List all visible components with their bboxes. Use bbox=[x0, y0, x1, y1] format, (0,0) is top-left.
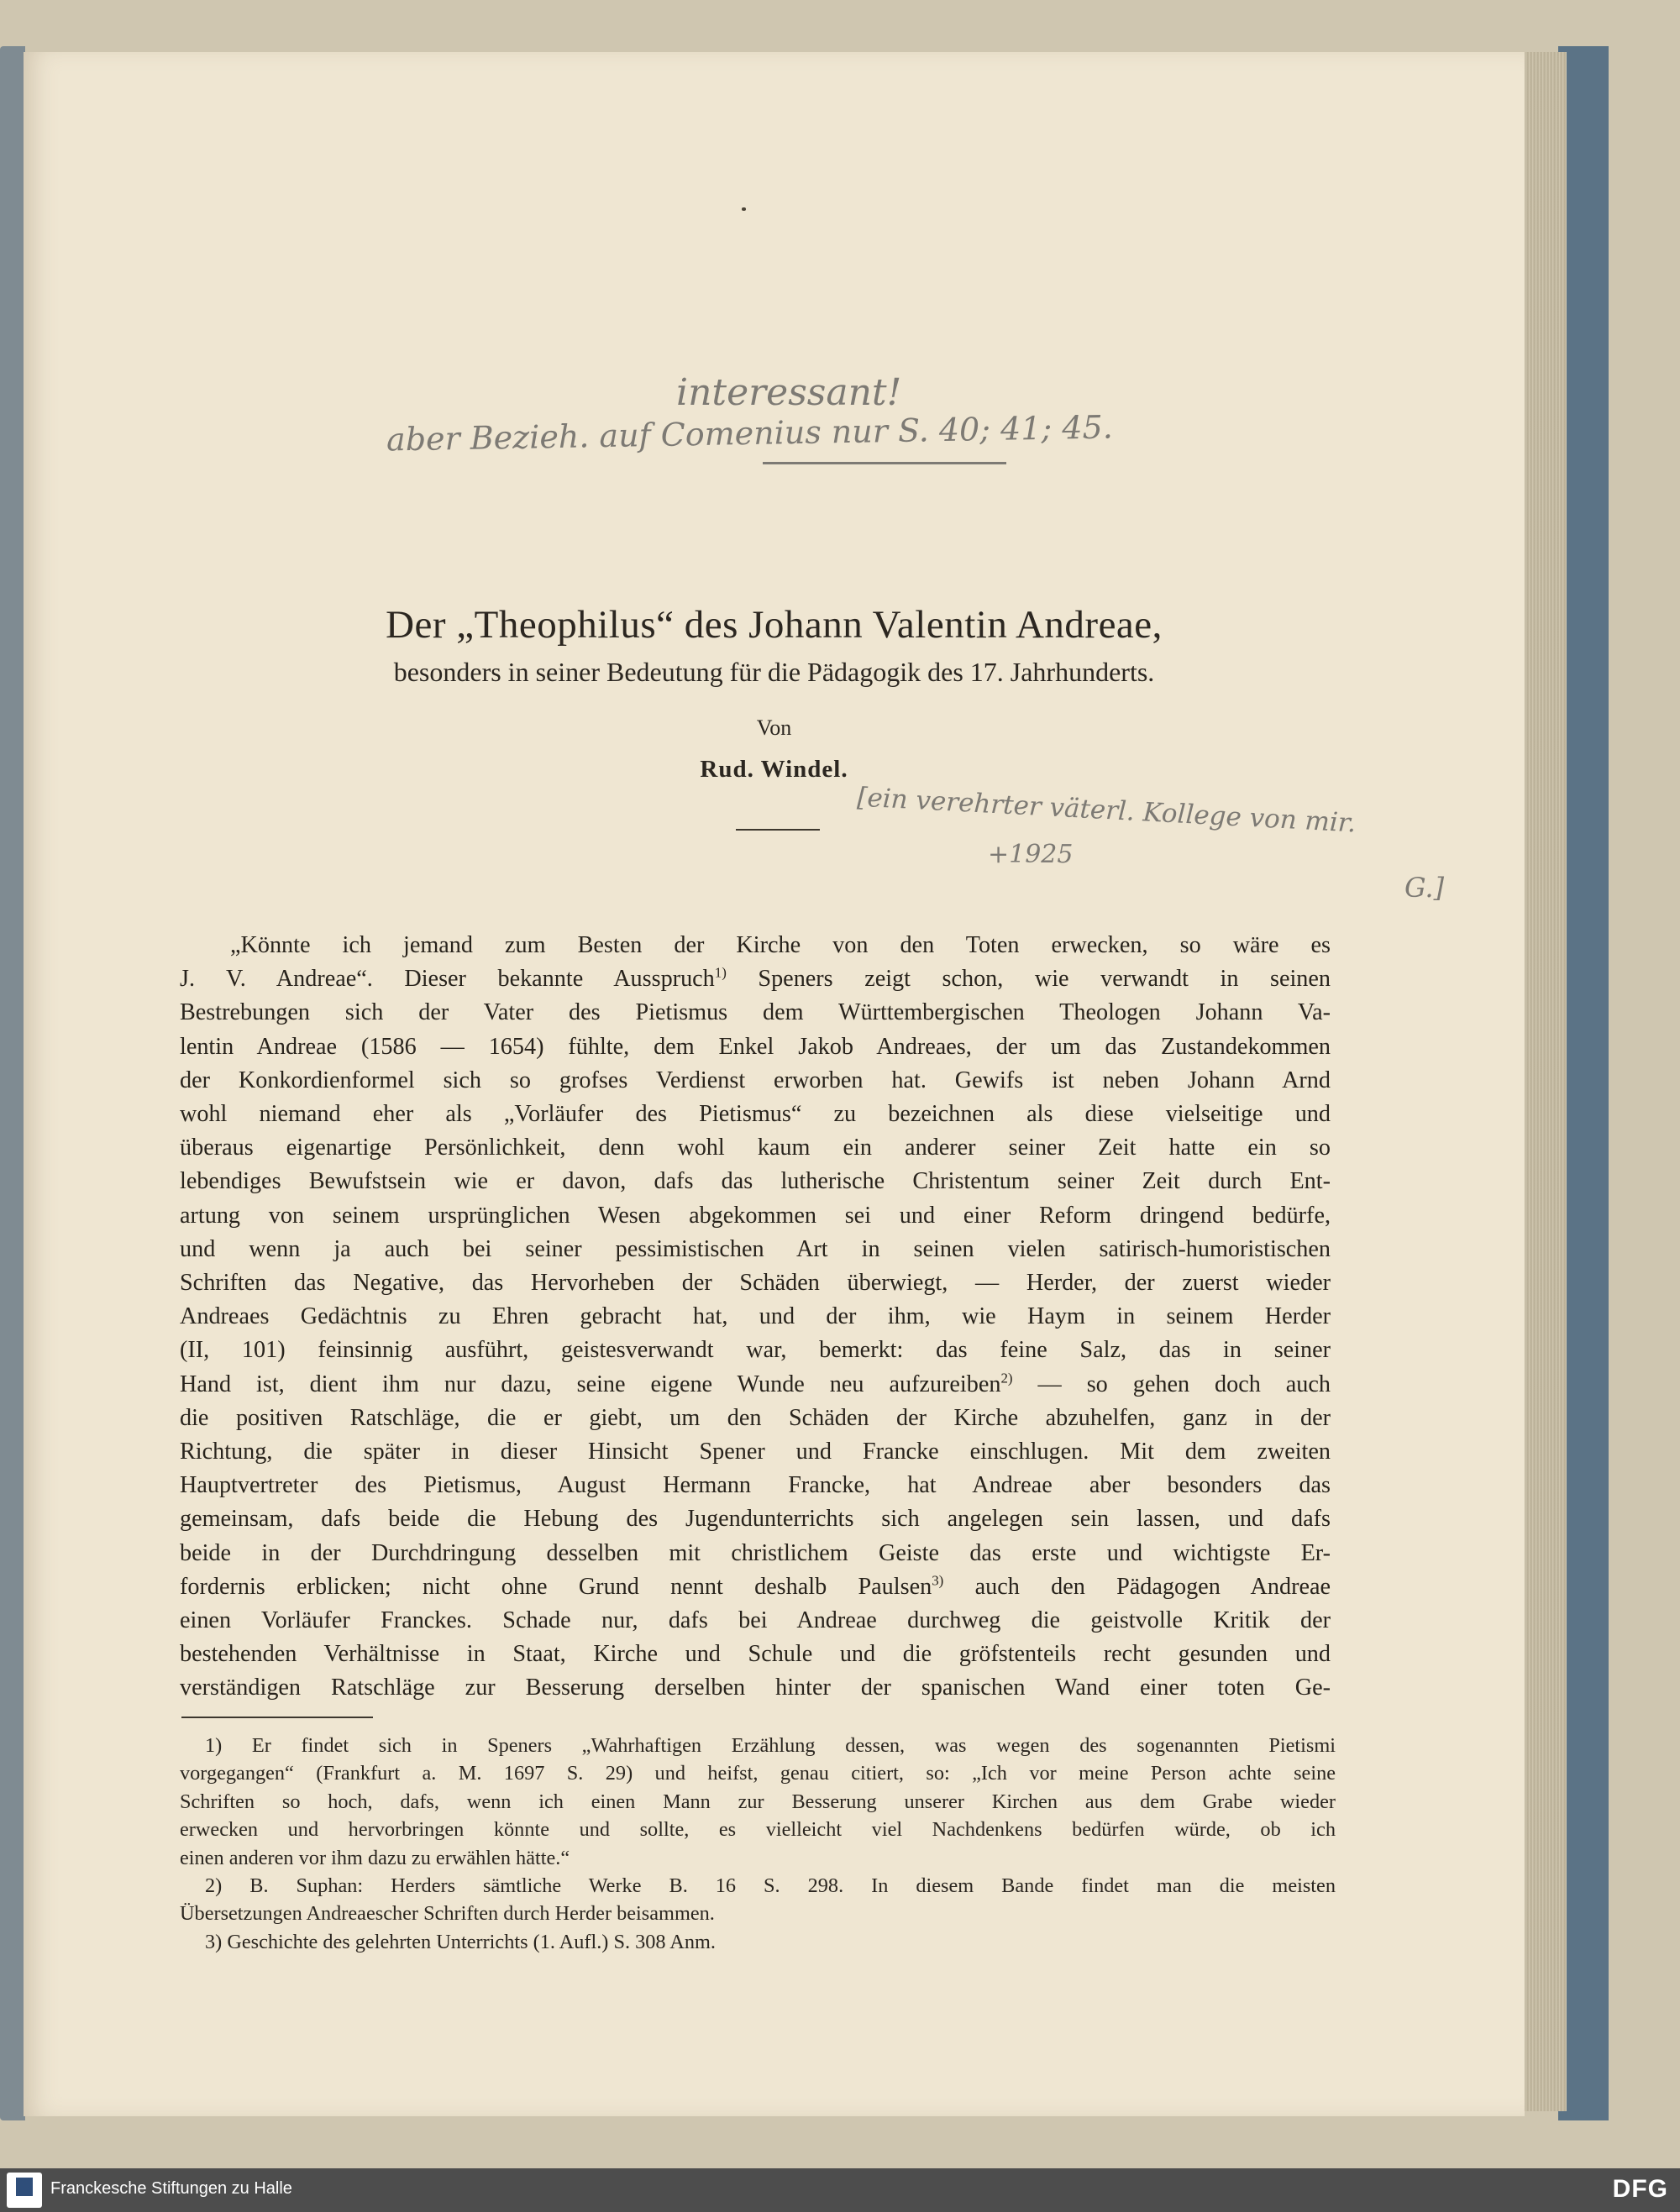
body-line: (II, 101) feinsinnig ausführt, geistesverwandt war, bemerkt: das feine Salz, das in seiner bbox=[180, 1337, 1331, 1364]
logo-mark bbox=[16, 2178, 33, 2196]
footnote-ref: 3) bbox=[932, 1572, 944, 1589]
body-line: „Könnte ich jemand zum Besten der Kirche von den Toten erwecken, so wäre es bbox=[230, 932, 1331, 958]
article-subtitle: besonders in seiner Bedeutung für die Pädagogik des 17. Jahrhunderts. bbox=[393, 657, 1155, 687]
body-line: und wenn ja auch bei seiner pessimistischen Art in seinen vielen satirisch-humoristischen bbox=[180, 1235, 1331, 1262]
book-cover-left bbox=[0, 46, 25, 2120]
body-line: artung von seinem ursprünglichen Wesen abgekommen sei und einer Reform dringend bedürfe, bbox=[180, 1202, 1331, 1229]
footnote-1-line: vorgegangen“ (Frankfurt a. M. 1697 S. 29) und heifst, genau citiert, so: „Ich vor meine Person achte seine bbox=[180, 1762, 1336, 1785]
footnotes bbox=[180, 1732, 1336, 1956]
body-line: fordernis erblicken; nicht ohne Grund nennt deshalb Paulsen$^{3)}$ auch den Pädagogen Andreae bbox=[180, 1572, 1331, 1600]
body-line: Bestrebungen sich der Vater des Pietismus dem Württembergischen Theologen Johann Va- bbox=[180, 999, 1331, 1026]
footnote-1-line: Schriften so hoch, dafs, wenn ich einen Mann zur Besserung unserer Kirchen aus dem Grabe wieder bbox=[180, 1790, 1336, 1813]
body-line: Richtung, die später in dieser Hinsicht Spener und Francke einschlugen. Mit dem zweiten bbox=[180, 1439, 1331, 1465]
body-line: der Konkordienformel sich so grofses Verdienst erworben hat. Gewifs ist neben Johann Arnd bbox=[180, 1067, 1331, 1093]
body-line: lebendiges Bewufstsein wie er davon, dafs das lutherische Christentum seiner Zeit durch Ent- bbox=[180, 1168, 1331, 1195]
footnote-1-line: erwecken und hervorbringen könnte und sollte, es vielleicht viel Nachdenkens bedürfen würde, ob ich bbox=[180, 1818, 1336, 1842]
body-line: wohl niemand eher als „Vorläufer des Pietismus“ zu bezeichnen als diese vielseitige und bbox=[180, 1101, 1331, 1128]
handwritten-note-interessant: interessant! bbox=[676, 371, 902, 414]
body-line: Hauptvertreter des Pietismus, August Hermann Francke, hat Andreae aber besonders das bbox=[180, 1472, 1331, 1499]
body-paragraph bbox=[180, 929, 1331, 1706]
handwritten-note-comenius: aber Bezieh. auf Comenius nur S. 40; 41; 45. bbox=[386, 408, 1114, 459]
body-line: lentin Andreae (1586 — 1654) fühlte, dem Enkel Jakob Andreaes, der um das Zustandekommen bbox=[180, 1033, 1331, 1060]
body-line: überaus eigenartige Persönlichkeit, denn wohl kaum ein anderer seiner Zeit hatte ein so bbox=[180, 1135, 1331, 1161]
body-line: J. V. Andreae“. Dieser bekannte Ausspruch$^{1)}$ Speners zeigt schon, wie verwandt in seinen bbox=[180, 964, 1331, 993]
dfg-logo[interactable]: DFG bbox=[1612, 2175, 1668, 2203]
handwritten-underline bbox=[763, 462, 1006, 464]
body-line: Andreaes Gedächtnis zu Ehren gebracht hat, und der ihm, wie Haym in seinem Herder bbox=[180, 1303, 1331, 1330]
handwritten-signature: G.] bbox=[1404, 872, 1445, 904]
footnote-ref: 2) bbox=[1000, 1370, 1013, 1386]
viewer-footer bbox=[0, 2168, 1680, 2212]
footnote-1-line: einen anderen vor ihm dazu zu erwählen hätte.“ bbox=[180, 1846, 570, 1869]
footnote-2-line: Übersetzungen Andreaescher Schriften durch Herder beisammen. bbox=[180, 1902, 715, 1926]
footnote-2-line: 2) B. Suphan: Herders sämtliche Werke B. 16 S. 298. In diesem Bande findet man die meisten bbox=[205, 1874, 1336, 1898]
handwritten-note-year: +1925 bbox=[988, 840, 1074, 869]
body-line: verständigen Ratschläge zur Besserung derselben hinter der spanischen Wand einer toten Ge- bbox=[180, 1675, 1331, 1701]
body-line: die positiven Ratschläge, die er giebt, um den Schäden der Kirche abzuhelfen, ganz in der bbox=[180, 1404, 1331, 1431]
by-line: Von bbox=[756, 715, 792, 740]
article-title: Der „Theophilus“ des Johann Valentin Andreae, bbox=[386, 603, 1163, 647]
body-line: Hand ist, dient ihm nur dazu, seine eigene Wunde neu aufzureiben$^{2)}$ — so gehen doch auch bbox=[180, 1370, 1331, 1397]
footnote-ref: 1) bbox=[714, 964, 727, 981]
author-name: Rud. Windel. bbox=[700, 756, 848, 783]
footnote-1-line: 1) Er findet sich in Speners „Wahrhaftigen Erzählung dessen, was wegen des sogenannten Pietismi bbox=[205, 1734, 1336, 1757]
book-page bbox=[24, 52, 1525, 2116]
body-line: bestehenden Verhältnisse in Staat, Kirche und Schule und die gröfstenteils recht gesunden und bbox=[180, 1641, 1331, 1668]
handwritten-note-colleague: [ein verehrter väterl. Kollege von mir. bbox=[856, 782, 1357, 839]
body-line: einen Vorläufer Franckes. Schade nur, dafs bei Andreae durchweg die geistvolle Kritik der bbox=[180, 1607, 1331, 1634]
body-line: beide in der Durchdringung desselben mit christlichem Geiste das erste und wichtigste Er- bbox=[180, 1539, 1331, 1566]
footnote-divider bbox=[181, 1717, 373, 1718]
ink-speck bbox=[742, 207, 746, 211]
footnote-3: 3) Geschichte des gelehrten Unterrichts (1. Aufl.) S. 308 Anm. bbox=[205, 1930, 716, 1953]
institution-name[interactable]: Franckesche Stiftungen zu Halle bbox=[50, 2179, 292, 2198]
body-line: gemeinsam, dafs beide die Hebung des Jugendunterrichts sich angelegen sein lassen, und dafs bbox=[180, 1506, 1331, 1533]
body-line: Schriften das Negative, das Hervorheben der Schäden überwiegt, — Herder, der zuerst wieder bbox=[180, 1270, 1331, 1297]
title-divider bbox=[736, 829, 820, 831]
institution-logo-icon[interactable] bbox=[7, 2173, 42, 2208]
